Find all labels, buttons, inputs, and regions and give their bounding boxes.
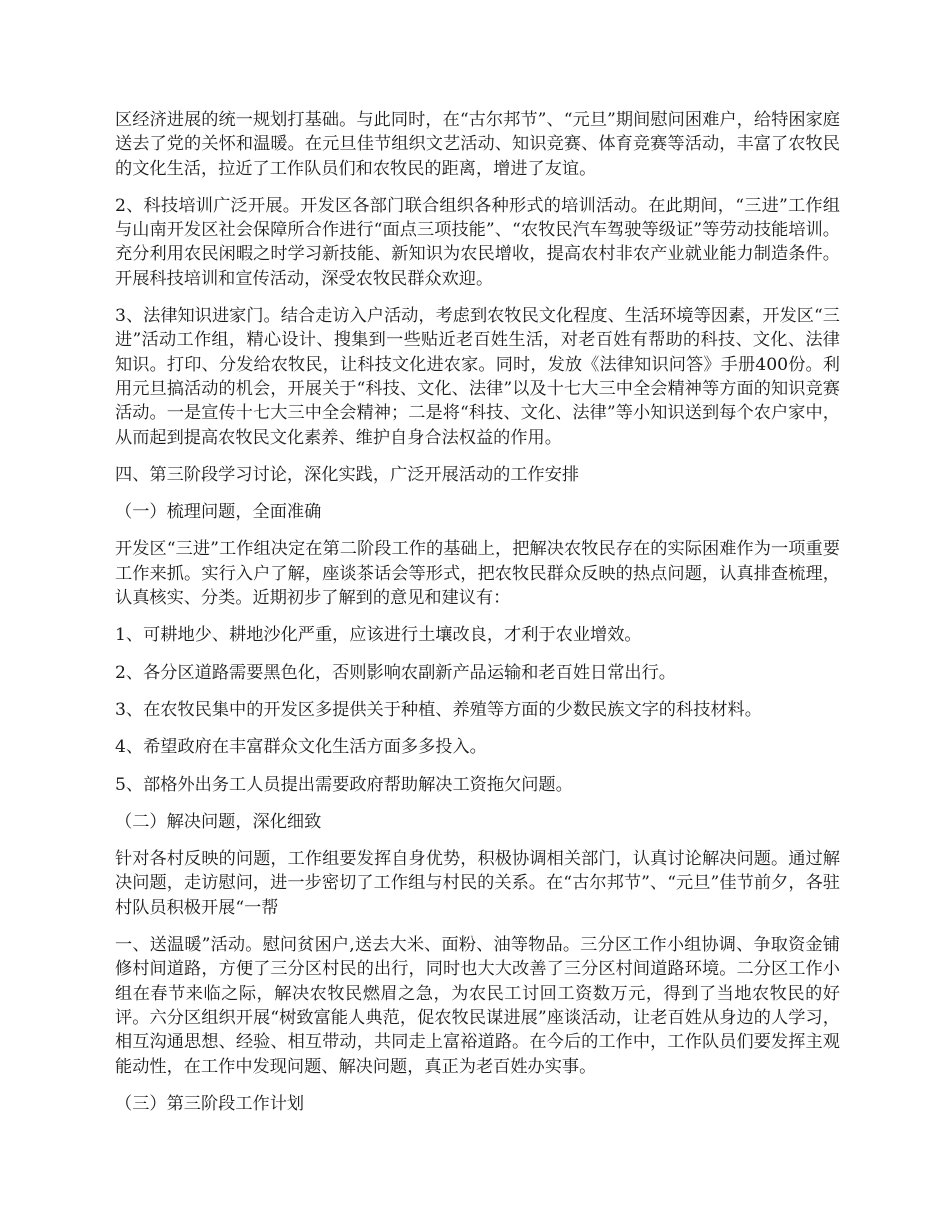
subheading-solve-issues: （二）解决问题，深化细致 (115, 811, 322, 832)
list-item-tech-materials: 3、在农牧民集中的开发区多提供关于种植、养殖等方面的少数民族文字的科技材料。 (115, 699, 762, 720)
paragraph-work-group-decision: 开发区“三进”工作组决定在第二阶段工作的基础上，把解决农牧民存在的实际困难作为一项重要工作来抓。实行入户了解，座谈茶话会等形式，把农牧民群众反映的热点问题，认真排查梳理，认真核实、分类。近期初步了解到的意见和建议有： (115, 539, 840, 609)
paragraph-tech-training: 2、科技培训广泛开展。开发区各部门联合组织各种形式的培训活动。在此期间，“三进”工作组与山南开发区社会保障所合作进行“面点三项技能”、“农牧民汽车驾驶等级证”等劳动技能培训。充分利用农民闲暇之时学习新技能、新知识为农民增收，提高农村非农产业就业能力制造条件。开展科技培训和宣传活动，深受农牧民群众欢迎。 (115, 195, 840, 289)
list-item-culture-investment: 4、希望政府在丰富群众文化生活方面多多投入。 (115, 737, 487, 758)
paragraph-festival-visits: 区经济进展的统一规划打基础。与此同时，在“古尔邦节”、“元旦”期间慰问困难户，给特困家庭送去了党的关怀和温暖。在元旦佳节组织文艺活动、知识竞赛、体育竞赛等活动，丰富了农牧民的文化生活，拉近了工作队员们和农牧民的距离，增进了友谊。 (115, 110, 840, 179)
list-item-roads: 2、各分区道路需要黑色化，否则影响农副新产品运输和老百姓日常出行。 (115, 662, 676, 683)
subheading-phase-three-plan: （三）第三阶段工作计划 (115, 1093, 305, 1114)
paragraph-legal-knowledge: 3、法律知识进家门。结合走访入户活动，考虑到农牧民文化程度、生活环境等因素，开发区“三进”活动工作组，精心设计、搜集到一些贴近老百姓生活，对老百姓有帮助的科技、文化、法律知识。打印、分发给农牧民，让科技文化进农家。同时，发放《法律知识问答》手册400份。利用元旦搞活动的机会，开展关于“科技、文化、法律”以及十七大三中全会精神等方面的知识竞赛活动。一是宣传十七大三中全会精神；二是将“科技、文化、法律”等小知识送到每个农户家中，从而起到提高农牧民文化素养、维护自身合法权益的作用。 (115, 306, 840, 448)
paragraph-solve-issues: 针对各村反映的问题，工作组要发挥自身优势，积极协调相关部门，认真讨论解决问题。通过解决问题，走访慰问，进一步密切了工作组与村民的关系。在“古尔邦节”、“元旦”佳节前夕，各驻村队员积极开展“一帮 (115, 849, 840, 918)
section-heading-phase-three: 四、第三阶段学习讨论，深化实践，广泛开展活动的工作安排 (115, 464, 580, 485)
subheading-sort-issues: （一）梳理问题，全面准确 (115, 502, 322, 523)
list-item-wage-arrears: 5、部格外出务工人员提出需要政府帮助解决工资拖欠问题。 (115, 774, 573, 795)
list-item-farmland: 1、可耕地少、耕地沙化严重，应该进行土壤改良，才利于农业增效。 (115, 625, 642, 646)
paragraph-warmth-activities: 一、送温暖”活动。慰问贫困户,送去大米、面粉、油等物品。三分区工作小组协调、争取资金铺修村间道路，方便了三分区村民的出行，同时也大大改善了三分区村间道路环境。二分区工作小组在春节来临之际，解决农牧民燃眉之急，为农民工讨回工资数万元，得到了当地农牧民的好评。六分区组织开展“树致富能人典范，促农牧民谋进展”座谈活动，让老百姓从身边的人学习，相互沟通思想、经验、相互带动，共同走上富裕道路。在今后的工作中，工作队员们要发挥主观能动性，在工作中发现问题、解决问题，真正为老百姓办实事。 (115, 935, 840, 1077)
